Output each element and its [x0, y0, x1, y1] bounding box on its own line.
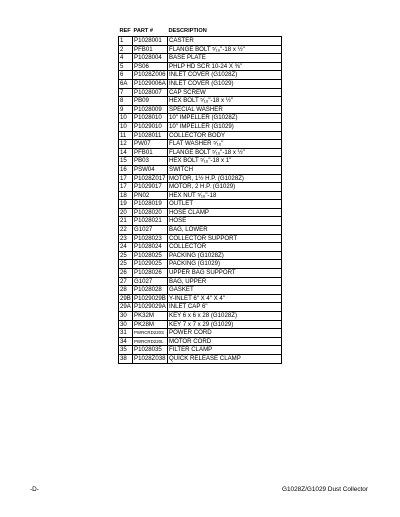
- ref-cell: 35: [119, 346, 133, 355]
- table-row: [119, 97, 282, 106]
- part-number-cell: P1028001: [133, 37, 168, 46]
- part-number-cell: P1029025: [133, 260, 168, 269]
- part-number-cell: G1027: [133, 226, 168, 235]
- ref-cell: 16: [119, 165, 133, 174]
- part-number-cell: P1028024: [133, 243, 168, 252]
- table-row: [119, 277, 282, 286]
- table-row: [119, 243, 282, 252]
- description-cell: FILTER CLAMP: [168, 346, 282, 355]
- part-number-cell: P1028007: [133, 88, 168, 97]
- table-row: [119, 62, 282, 71]
- ref-cell: 2: [119, 45, 133, 54]
- ref-cell: 31: [119, 329, 133, 338]
- description-cell: FLANGE BOLT ⁵⁄₁₆"-18 x ½": [168, 148, 282, 157]
- ref-cell: 34: [119, 337, 133, 346]
- part-number-cell: P1028026: [133, 269, 168, 278]
- table-row: [119, 131, 282, 140]
- part-number-cell: P1028028: [133, 286, 168, 295]
- part-number-cell: P1028025: [133, 251, 168, 260]
- part-number-cell: PWRCRD220L: [133, 337, 168, 346]
- table-row: [119, 260, 282, 269]
- part-number-cell: PN02: [133, 191, 168, 200]
- description-cell: SPECIAL WASHER: [168, 105, 282, 114]
- description-cell: MOTOR CORD: [168, 337, 282, 346]
- table-row: [119, 140, 282, 149]
- ref-cell: 28: [119, 286, 133, 295]
- table-row: [119, 174, 282, 183]
- ref-cell: 21: [119, 217, 133, 226]
- table-row: [119, 200, 282, 209]
- description-cell: OUTLET: [168, 200, 282, 209]
- table-row: [119, 312, 282, 321]
- ref-cell: 29A: [120, 303, 131, 311]
- part-number-cell: P1028019: [133, 200, 168, 209]
- description-cell: INLET COVER (G1029): [168, 79, 282, 88]
- ref-cell: 17: [119, 183, 133, 192]
- ref-cell: 30: [119, 312, 133, 321]
- description-cell: HEX NUT ⁵⁄₁₆"-18: [168, 191, 282, 200]
- ref-cell: 25: [119, 260, 133, 269]
- ref-cell: 15: [119, 157, 133, 166]
- table-row: [119, 148, 282, 157]
- table-row: [119, 105, 282, 114]
- ref-cell: 5: [119, 62, 133, 71]
- description-cell: PACKING (G1028Z): [168, 251, 282, 260]
- part-number-cell: P1028023: [133, 234, 168, 243]
- description-cell: POWER CORD: [168, 329, 282, 338]
- ref-cell: 23: [119, 234, 133, 243]
- part-number-column-header: PART #: [133, 28, 153, 34]
- part-number-cell: PB03: [133, 157, 168, 166]
- table-row: [119, 165, 282, 174]
- part-number-cell: PW07: [133, 140, 168, 149]
- parts-table: [118, 27, 282, 364]
- description-cell: CAP SCREW: [168, 88, 282, 97]
- table-row: [119, 226, 282, 235]
- part-number-cell: P1028011: [133, 131, 168, 140]
- table-row: [119, 114, 282, 123]
- ref-cell: 7: [119, 88, 133, 97]
- ref-cell: 10: [119, 114, 133, 123]
- ref-cell: 6A: [119, 79, 133, 88]
- part-number-cell: P1028009: [133, 105, 168, 114]
- table-row: [119, 346, 282, 355]
- ref-cell: 17: [119, 174, 133, 183]
- table-row: [119, 122, 282, 131]
- ref-cell: 10: [119, 122, 133, 131]
- description-cell: 10" IMPELLER (G1028Z): [168, 114, 282, 123]
- ref-cell: 20: [119, 208, 133, 217]
- description-cell: COLLECTOR SUPPORT: [168, 234, 282, 243]
- description-cell: PACKING (G1029): [168, 260, 282, 269]
- ref-cell: 30: [119, 320, 133, 329]
- document-title: G1028Z/G1029 Dust Collector: [282, 486, 368, 493]
- ref-cell: 27: [119, 277, 133, 286]
- table-row: [119, 79, 282, 88]
- table-row: [119, 217, 282, 226]
- part-number-cell: PWRCRD220S: [133, 329, 168, 338]
- page-number: -D-: [30, 486, 39, 493]
- ref-cell: 14: [119, 148, 133, 157]
- part-number-cell: PFB01: [133, 45, 168, 54]
- ref-cell: 4: [119, 54, 133, 63]
- description-cell: GASKET: [168, 286, 282, 295]
- table-row: [119, 45, 282, 54]
- ref-column-header: REF: [119, 28, 131, 34]
- description-cell: UPPER BAG SUPPORT: [168, 269, 282, 278]
- table-row: [119, 337, 282, 346]
- description-cell: MOTOR, 2 H.P. (G1029): [168, 183, 282, 192]
- description-cell: Y-INLET 6" X 4" X 4": [168, 294, 282, 303]
- part-number-cell: P1028010: [133, 114, 168, 123]
- description-cell: COLLECTOR: [168, 243, 282, 252]
- part-number-cell: PK28M: [133, 320, 168, 329]
- description-cell: HOSE CLAMP: [168, 208, 282, 217]
- table-row: [119, 354, 282, 363]
- ref-cell: 6: [119, 71, 133, 80]
- description-cell: INLET CAP 6": [168, 303, 282, 312]
- part-number-cell: PSW04: [133, 165, 168, 174]
- table-row: [119, 251, 282, 260]
- description-cell: BASE PLATE: [168, 54, 282, 63]
- description-cell: KEY 6 x 6 x 28 (G1028Z): [168, 312, 282, 321]
- part-number-cell: P1028020: [133, 208, 168, 217]
- description-cell: BAG, UPPER: [168, 277, 282, 286]
- description-cell: COLLECTOR BODY: [168, 131, 282, 140]
- part-number-cell: P1029029B: [134, 294, 166, 302]
- description-cell: 10" IMPELLER (G1029): [168, 122, 282, 131]
- description-cell: SWITCH: [168, 165, 282, 174]
- ref-cell: 24: [119, 243, 133, 252]
- description-cell: CASTER: [168, 37, 282, 46]
- part-number-cell: P1029029A: [134, 303, 166, 311]
- ref-cell: 1: [119, 37, 133, 46]
- table-row: [119, 71, 282, 80]
- table-row: [119, 294, 282, 303]
- ref-cell: 18: [119, 191, 133, 200]
- description-cell: FLAT WASHER ⁵⁄₁₆": [168, 140, 282, 149]
- table-row: [119, 37, 282, 46]
- description-column-header: DESCRIPTION: [168, 28, 207, 34]
- part-number-cell: P1029006A: [134, 79, 166, 87]
- part-number-cell: P1028Z017: [134, 174, 166, 182]
- table-row: [119, 208, 282, 217]
- table-row: [119, 88, 282, 97]
- description-cell: MOTOR, 1½ H.P. (G1028Z): [168, 174, 282, 183]
- ref-cell: 38: [119, 354, 133, 363]
- part-number-cell: P1028035: [133, 346, 168, 355]
- part-number-cell: PB09: [133, 97, 168, 106]
- part-number-cell: PS06: [133, 62, 168, 71]
- description-cell: QUICK RELEASE CLAMP: [168, 354, 282, 363]
- description-cell: HEX BOLT ⁵⁄₁₆"-18 x 1": [168, 157, 282, 166]
- description-cell: PHLP HD SCR 10-24 X ⅜": [168, 62, 282, 71]
- part-number-cell: PFB01: [133, 148, 168, 157]
- ref-cell: 22: [119, 226, 133, 235]
- table-row: [119, 234, 282, 243]
- ref-cell: 25: [119, 251, 133, 260]
- table-row: [119, 183, 282, 192]
- table-row: [119, 157, 282, 166]
- description-cell: INLET COVER (G1028Z): [168, 71, 282, 80]
- table-row: [119, 286, 282, 295]
- part-number-cell: P1028021: [133, 217, 168, 226]
- parts-list: [118, 27, 281, 364]
- description-cell: HOSE: [168, 217, 282, 226]
- table-row: [119, 54, 282, 63]
- part-number-cell: PK32M: [133, 312, 168, 321]
- table-row: [119, 320, 282, 329]
- part-number-cell: P1029010: [133, 122, 168, 131]
- part-number-cell: P1029017: [133, 183, 168, 192]
- part-number-cell: G1027: [133, 277, 168, 286]
- description-cell: BAG, LOWER: [168, 226, 282, 235]
- part-number-cell: P1028004: [133, 54, 168, 63]
- table-row: [119, 191, 282, 200]
- ref-cell: 26: [119, 269, 133, 278]
- table-row: [119, 303, 282, 312]
- ref-cell: 8: [119, 97, 133, 106]
- description-cell: HEX BOLT ⁵⁄₁₆"-18 x ½": [168, 97, 282, 106]
- table-row: [119, 329, 282, 338]
- part-number-cell: P1028Z006: [134, 71, 166, 79]
- ref-cell: 12: [119, 140, 133, 149]
- table-header-row: [119, 27, 282, 37]
- description-cell: KEY 7 x 7 x 29 (G1029): [168, 320, 282, 329]
- ref-cell: 9: [119, 105, 133, 114]
- parts-table-body: [119, 37, 282, 364]
- table-row: [119, 269, 282, 278]
- ref-cell: 19: [119, 200, 133, 209]
- description-cell: FLANGE BOLT ⁵⁄₁₆"-18 x ½": [168, 45, 282, 54]
- ref-cell: 29B: [120, 294, 131, 302]
- part-number-cell: P1028Z038: [134, 354, 166, 362]
- ref-cell: 11: [119, 131, 133, 140]
